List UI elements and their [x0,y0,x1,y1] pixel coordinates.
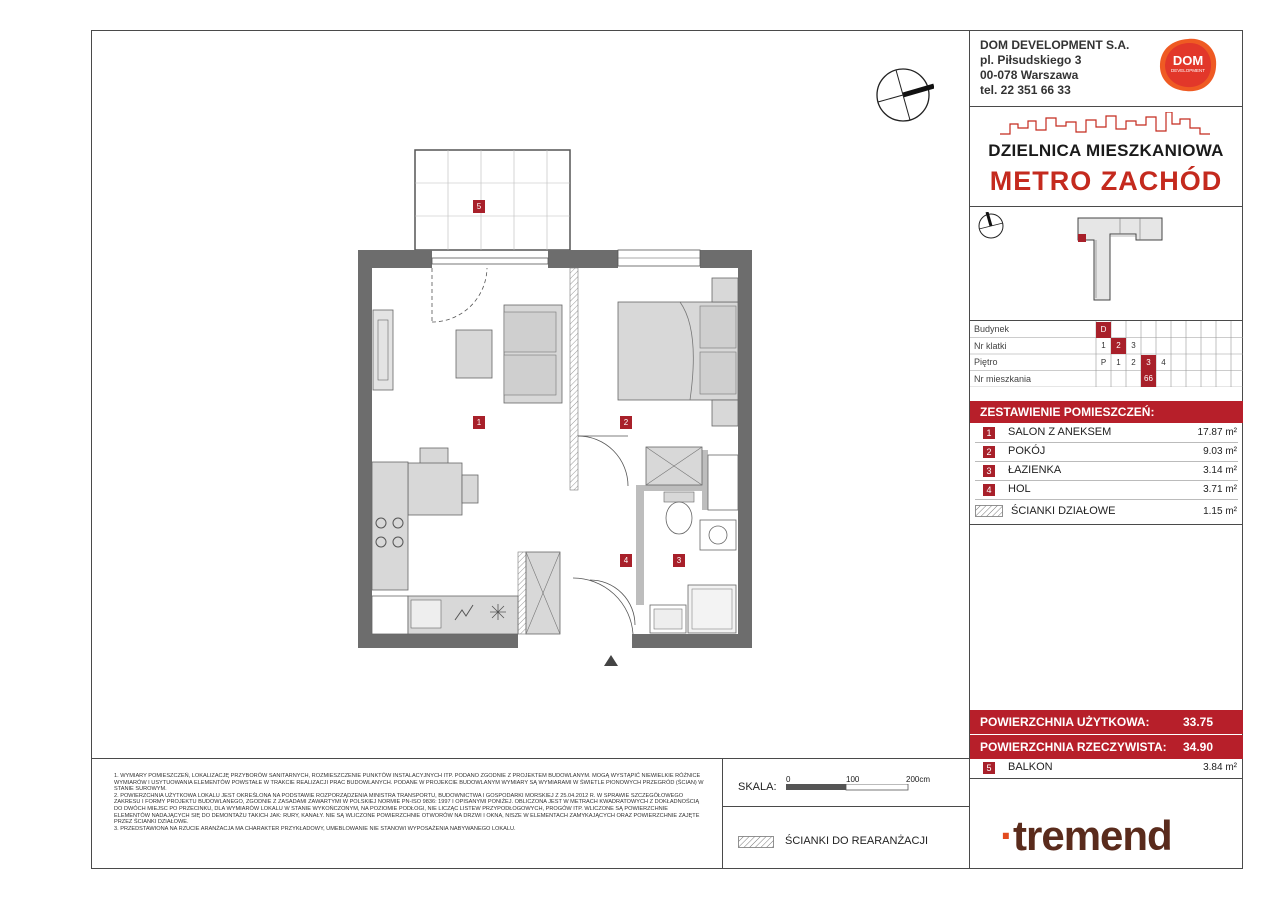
room-number: 1 [983,427,995,439]
floor-plan [350,145,760,675]
room-area: 3.71 m² [1203,484,1237,495]
location-cell: 2 [1111,338,1126,354]
note-3: 3. PRZEDSTAWIONA NA RZUCIE ARANŻACJA MA CHARAKTER PRZYKŁADOWY, UMEBLOWANIE NIE STANOWI WYPOSAŻENIA NABYWANEGO LOKALU. [114,825,516,832]
usable-area-value: 33.75 [1182,715,1213,729]
usable-area-bar [970,710,1243,734]
scale-label: SKALA: [738,781,777,793]
panel-line-2 [970,206,1243,207]
panel-line-4 [970,524,1243,525]
rooms-header [970,401,1243,423]
hatch-icon [975,505,1003,517]
plan-tag-balcony: 5 [473,200,485,213]
dom-logo [1158,37,1218,93]
room-number: 3 [983,465,995,477]
location-cell: 1 [1101,341,1106,350]
room-number: 2 [983,446,995,458]
balcony-name: BALKON [1008,761,1053,773]
panel-line-5 [970,778,1243,779]
panel-line-1 [970,106,1243,107]
room-divider [975,461,1238,462]
location-cell [1111,371,1126,387]
location-row-label: Piętro [974,357,998,367]
mini-compass-icon [977,212,1007,242]
company-phone: tel. 22 351 66 33 [980,83,1071,97]
room-name: HOL [1008,483,1031,495]
note-2: 2. POWIERZCHNIA UŻYTKOWA LOKALU JEST OKREŚLONA NA PODSTAWIE ROZPORZĄDZENIA MINISTRA TRANSPORTU, BUDOWNICTWA I GOSPODARKI MORSKIEJ Z 25.04.2012 R. W SPRAWIE SZCZEGÓŁOWEGO ZAKRESU I FORMY PROJEKTU BUDOWLANEGO, ZGODNIE Z ZASADAMI ZAWARTYMI W POLSKIEJ NORMIE PN-ISO 9836: 1997 I OPISANYMI PONIŻEJ. OBLICZONA JEST W METRACH KWADRATOWYCH Z DOKŁADNOŚCIĄ DO DWÓCH MIEJSC PO PRZECINKU, DLA WYMIARÓW LOKALU W STANIE WYKOŃCZONYM, NA POZIOMIE PODŁOGI, NIE LICZĄC LISTEW PRZYPODŁOGOWYCH, PROGÓW ITP. WLICZONE SĄ POWIERZCHNIE ELEMENTÓW NADAJĄCYCH SIĘ DO DEMONTAŻU TAKICH JAK: RURY, KANAŁY. NIE SĄ WLICZONE POWIERZCHNIE OTWORÓW NA DRZWI I OKNA, NISZE W ELEMENTACH ZAMYKAJĄCYCH ORAZ POWIERZCHNIE ZAJĘTE PRZEZ ŚCIANKI DZIAŁOWE. [114,792,700,826]
balcony-area: 3.84 m² [1203,762,1237,773]
location-cell: 1 [1116,357,1121,367]
brand-line-2: METRO ZACHÓD [989,166,1223,196]
location-cell: 4 [1161,357,1166,367]
logo-development-text: DEVELOPMENT [1170,68,1205,73]
room-name: POKÓJ [1008,445,1046,457]
room-number: 4 [983,484,995,496]
plan-tag-hall: 4 [620,554,632,567]
plan-tag-bedroom: 2 [620,416,632,429]
company-address-1: pl. Piłsudskiego 3 [980,53,1082,67]
room-name: SALON Z ANEKSEM [1008,426,1112,438]
notes-block [114,773,704,832]
location-cell: 3 [1131,341,1136,350]
room-name: ŁAZIENKA [1008,464,1062,476]
scale-tick-100: 100 [846,775,860,784]
location-cell: 3 [1141,355,1156,371]
room-divider [975,480,1238,481]
room-area: 17.87 m² [1197,427,1237,438]
note-1: 1. WYMIARY POMIESZCZEŃ, LOKALIZACJĘ PRZYBORÓW SANITARNYCH, ROZMIESZCZENIE PUNKTÓW INSTALACYJNYCH ITP. PODANO ZGODNIE Z PROJEKTEM BUDOWLANYM. MOGĄ WYSTĄPIĆ NIEWIELKIE RÓŻNICE WYMIARÓW I USYTUOWANIA ELEMENTÓW POWSTAŁE W TRAKCIE REALIZACJI PRAC BUDOWLANYCH. PODANE W PROJEKCIE BUDOWLANYM WYMIARY SĄ WYMIARAMI W ŚWIETLE PIONOWYCH PRZEGRÓD (ŚCIAN) W STANIE SUROWYM. [114,773,704,793]
location-cell [1096,371,1111,387]
location-row-label: Budynek [974,324,1010,334]
scale-tick-200: 200cm [906,775,931,784]
plan-tag-living: 1 [473,416,485,429]
tremend-text: tremend [1013,812,1172,859]
real-area-value: 34.90 [1182,740,1213,754]
location-cell: 66 [1141,371,1156,387]
balcony-number: 5 [983,762,995,774]
footer-divider [91,758,969,759]
company-info [980,38,1129,98]
skyline-graphic [1000,112,1210,140]
footer-line [723,806,969,807]
room-area: 9.03 m² [1203,446,1237,457]
location-cell: 2 [1131,357,1136,367]
legend-walls-rearr: ŚCIANKI DO REARANŻACJI [785,835,929,847]
room-divider [975,442,1238,443]
walls-name: ŚCIANKI DZIAŁOWE [1011,505,1116,517]
walls-area: 1.15 m² [1203,506,1237,517]
rooms-title: ZESTAWIENIE POMIESZCZEŃ: [980,405,1155,419]
location-row-label: Nr klatki [974,340,1007,351]
plan-tag-bathroom: 3 [673,554,685,567]
real-area-bar [970,735,1243,759]
scale-tick-0: 0 [786,775,791,784]
real-area-label: POWIERZCHNIA RZECZYWISTA: [980,740,1167,754]
scale-bar [786,784,910,792]
location-cell: P [1100,357,1107,367]
tremend-logo: ·tremend [1000,812,1172,859]
brand-line-1: DZIELNICA MIESZKANIOWA [988,141,1224,160]
building-keyplan [1070,214,1170,304]
footer-split [722,758,723,869]
company-address-2: 00-078 Warszawa [980,68,1079,82]
location-row-label: Nr mieszkania [974,373,1032,384]
room-area: 3.14 m² [1203,465,1237,476]
location-cell [1126,371,1141,387]
usable-area-label: POWIERZCHNIA UŻYTKOWA: [980,715,1150,729]
logo-dom-text: DOM [1172,53,1204,68]
room-divider [975,499,1238,500]
compass-icon [874,66,934,126]
company-name: DOM DEVELOPMENT S.A. [980,38,1130,52]
location-table [970,321,1243,387]
location-cell: D [1096,322,1111,338]
legend-hatch-icon [738,836,774,848]
